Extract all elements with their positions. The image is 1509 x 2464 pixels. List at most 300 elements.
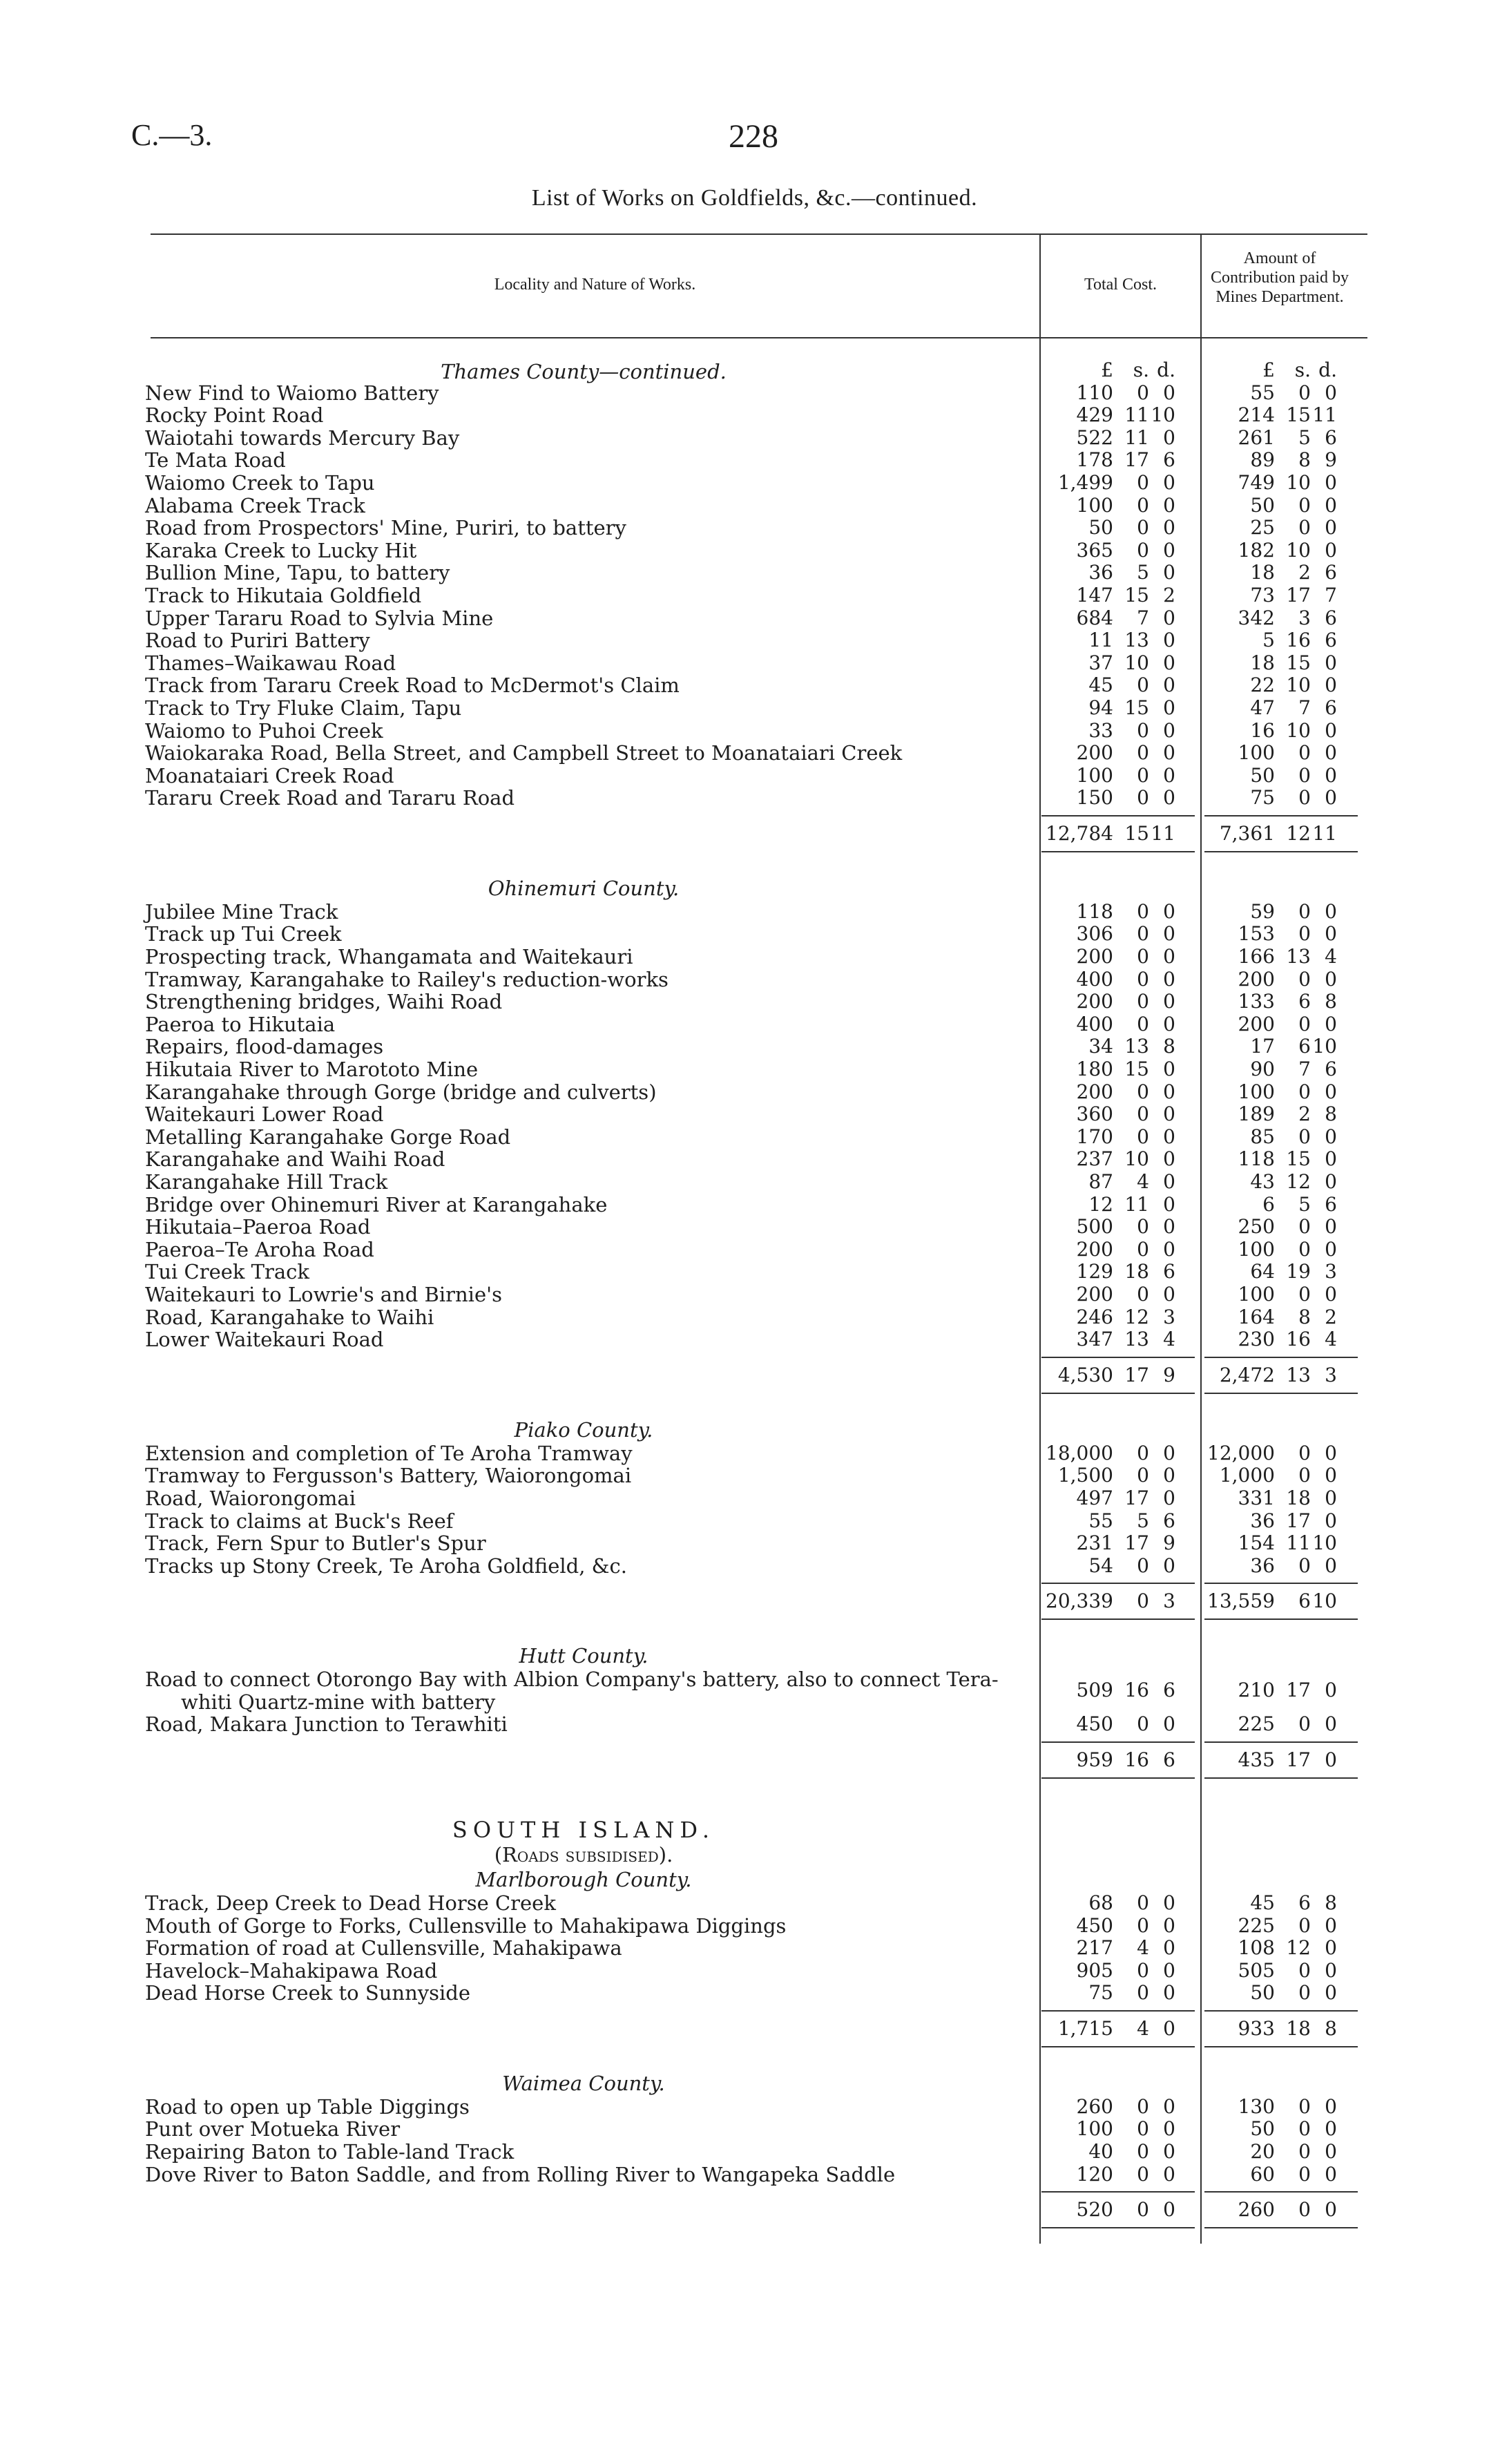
total-cost-shillings: 0 bbox=[1137, 1215, 1149, 1239]
contribution-pence: 0 bbox=[1325, 1509, 1337, 1532]
contribution-pounds: 20 bbox=[1250, 2140, 1275, 2164]
total-cost-shillings: 7 bbox=[1137, 606, 1149, 629]
contribution-shillings: 12 bbox=[1286, 1170, 1311, 1193]
total-cost-pence: 0 bbox=[1163, 629, 1175, 652]
total-cost-pounds: 87 bbox=[1088, 1170, 1113, 1193]
total-cost-pence: 3 bbox=[1163, 1305, 1175, 1328]
contribution bbox=[1202, 968, 1337, 991]
contribution-pence: 0 bbox=[1325, 1464, 1337, 1487]
contribution-shillings: 0 bbox=[1298, 2117, 1311, 2141]
table-row bbox=[145, 1103, 1367, 1126]
contribution-shillings: 0 bbox=[1298, 1441, 1311, 1464]
contribution-shillings: 0 bbox=[1298, 1712, 1311, 1736]
contribution bbox=[1202, 584, 1337, 607]
contribution-shillings: 0 bbox=[1298, 1554, 1311, 1577]
contribution-shillings: 0 bbox=[1298, 1464, 1311, 1487]
total-cost-pence: 0 bbox=[1163, 674, 1175, 697]
total-cost bbox=[1040, 584, 1175, 607]
contribution-pence: 0 bbox=[1325, 674, 1337, 697]
contribution-pounds: 100 bbox=[1238, 741, 1275, 765]
contribution-shillings: 0 bbox=[1298, 1981, 1311, 2005]
contribution bbox=[1202, 562, 1337, 584]
contribution-shillings: 10 bbox=[1286, 718, 1311, 742]
contribution-pounds: 214 bbox=[1238, 403, 1275, 427]
total-cost-shillings: 15 bbox=[1124, 696, 1149, 719]
section-total-cost-pounds: 20,339 bbox=[1046, 1589, 1113, 1613]
contribution-pounds: 64 bbox=[1250, 1260, 1275, 1283]
contribution bbox=[1202, 1035, 1337, 1058]
work-description: Waitekauri to Lowrie's and Birnie's bbox=[145, 1282, 502, 1306]
work-description: Tramway, Karangahake to Railey's reduction-works bbox=[145, 967, 669, 991]
section-total-contribution bbox=[1202, 822, 1337, 845]
spacer bbox=[145, 2237, 1367, 2252]
contribution bbox=[1202, 652, 1337, 675]
section-total-contribution-pence: 0 bbox=[1325, 1748, 1337, 1771]
table-row bbox=[145, 1081, 1367, 1104]
table-row bbox=[145, 1532, 1367, 1555]
total-cost-shillings: 10 bbox=[1124, 651, 1149, 674]
contribution-pence: 0 bbox=[1325, 1215, 1337, 1239]
total-cost-pounds: 100 bbox=[1076, 2117, 1113, 2141]
total-cost bbox=[1040, 1058, 1175, 1081]
contribution-shillings: 0 bbox=[1298, 2094, 1311, 2118]
total-cost bbox=[1040, 742, 1175, 765]
contribution-shillings: 6 bbox=[1298, 1891, 1311, 1914]
contribution-pence: 0 bbox=[1325, 1486, 1337, 1509]
total-cost-shillings: 0 bbox=[1137, 538, 1149, 562]
contribution-shillings: 3 bbox=[1298, 606, 1311, 629]
total-cost-pence: 0 bbox=[1163, 1192, 1175, 1216]
work-description: Moanataiari Creek Road bbox=[145, 763, 394, 787]
total-cost-pence: 10 bbox=[1151, 403, 1175, 427]
work-description: Road from Prospectors' Mine, Puriri, to battery bbox=[145, 516, 626, 540]
county-heading: Waimea County. bbox=[502, 2071, 665, 2095]
contribution-pounds: 50 bbox=[1250, 493, 1275, 517]
work-description: Dead Horse Creek to Sunnyside bbox=[145, 1981, 471, 2005]
table-row bbox=[145, 427, 1367, 450]
section-total-cost bbox=[1040, 2198, 1175, 2221]
table-row bbox=[145, 1171, 1367, 1194]
work-description: Track up Tui Creek bbox=[145, 922, 342, 946]
work-description: Upper Tararu Road to Sylvia Mine bbox=[145, 606, 494, 630]
work-description: Mouth of Gorge to Forks, Cullensville to Mahakipawa Diggings bbox=[145, 1913, 787, 1938]
total-cost bbox=[1040, 1960, 1175, 1983]
contribution-pence: 6 bbox=[1325, 561, 1337, 584]
work-description: Formation of road at Cullensville, Mahakipawa bbox=[145, 1936, 622, 1960]
contribution-pounds: 73 bbox=[1250, 583, 1275, 607]
section-total-cost-shillings: 0 bbox=[1137, 1589, 1149, 1613]
contribution bbox=[1202, 1892, 1337, 1915]
contribution-pence: 0 bbox=[1325, 967, 1337, 991]
sum-top-rule-contrib bbox=[1204, 1583, 1358, 1584]
contribution-pence: 9 bbox=[1325, 448, 1337, 472]
section-total-cost bbox=[1040, 1748, 1175, 1771]
total-cost-pence: 0 bbox=[1163, 1958, 1175, 1982]
section-total-row bbox=[145, 1577, 1367, 1628]
total-cost bbox=[1040, 1216, 1175, 1239]
contribution-pounds: 18 bbox=[1250, 561, 1275, 584]
total-cost-pounds: 400 bbox=[1076, 1012, 1113, 1035]
contribution-pence: 0 bbox=[1325, 763, 1337, 787]
section-total-contribution-pounds: 2,472 bbox=[1219, 1363, 1275, 1386]
spacer bbox=[145, 1402, 1367, 1417]
report-reference: C.—3. bbox=[131, 118, 213, 152]
section-total-contribution-pence: 3 bbox=[1325, 1363, 1337, 1386]
total-cost-pence: 0 bbox=[1163, 1058, 1175, 1081]
total-cost-shillings: 0 bbox=[1137, 470, 1149, 494]
contribution-pence: 6 bbox=[1325, 629, 1337, 652]
total-cost-shillings: 0 bbox=[1137, 2094, 1149, 2118]
contribution-pence: 10 bbox=[1312, 1035, 1337, 1058]
table-row bbox=[145, 1261, 1367, 1283]
section-total-contribution-pence: 10 bbox=[1312, 1589, 1337, 1613]
total-cost-pounds: 1,499 bbox=[1057, 470, 1113, 494]
total-cost-pence: 0 bbox=[1163, 561, 1175, 584]
total-cost bbox=[1040, 1487, 1175, 1510]
contribution-pence: 6 bbox=[1325, 426, 1337, 449]
work-description: Track from Tararu Creek Road to McDermot's Claim bbox=[145, 674, 680, 698]
contribution bbox=[1202, 1216, 1337, 1239]
table-row bbox=[145, 787, 1367, 810]
total-cost-pounds: 55 bbox=[1088, 1509, 1113, 1532]
contribution-shillings: 8 bbox=[1298, 1305, 1311, 1328]
work-description: Rocky Point Road bbox=[145, 403, 324, 428]
total-cost-pence: 0 bbox=[1163, 1464, 1175, 1487]
work-description: Road to connect Otorongo Bay with Albion Company's battery, also to connect Tera- whiti Quartz-mine with battery bbox=[145, 1668, 999, 1714]
sum-bottom-rule-total bbox=[1041, 2046, 1195, 2047]
total-cost-pounds: 120 bbox=[1076, 2162, 1113, 2186]
contribution bbox=[1202, 607, 1337, 630]
total-cost bbox=[1040, 629, 1175, 652]
contribution bbox=[1202, 2118, 1337, 2141]
total-cost-pounds: 178 bbox=[1076, 448, 1113, 472]
work-description: Karangahake Hill Track bbox=[145, 1170, 388, 1194]
total-cost-pounds: 100 bbox=[1076, 493, 1113, 517]
total-cost-shillings: 0 bbox=[1137, 493, 1149, 517]
total-cost bbox=[1040, 1103, 1175, 1126]
total-cost-shillings: 0 bbox=[1137, 967, 1149, 991]
contribution bbox=[1202, 2164, 1337, 2186]
sum-top-rule-total bbox=[1041, 2010, 1195, 2012]
table-row bbox=[145, 1713, 1367, 1736]
column-header-contribution: Amount of Contribution paid by Mines Department. bbox=[1211, 249, 1349, 306]
total-cost bbox=[1040, 1555, 1175, 1578]
work-description: Jubilee Mine Track bbox=[145, 899, 338, 924]
contribution-pence: 0 bbox=[1325, 1913, 1337, 1937]
total-cost-pounds: 360 bbox=[1076, 1102, 1113, 1126]
total-cost-shillings: 0 bbox=[1137, 718, 1149, 742]
total-cost-shillings: 0 bbox=[1137, 945, 1149, 968]
page-number: 228 bbox=[729, 118, 778, 155]
total-cost bbox=[1040, 427, 1175, 450]
contribution-pence: 8 bbox=[1325, 1102, 1337, 1126]
contribution-pounds: 182 bbox=[1238, 538, 1275, 562]
total-cost bbox=[1040, 517, 1175, 539]
contribution-pence: 0 bbox=[1325, 2140, 1337, 2164]
total-cost-pence: 0 bbox=[1163, 1913, 1175, 1937]
total-cost-shillings: 0 bbox=[1137, 2117, 1149, 2141]
contribution-shillings: 2 bbox=[1298, 561, 1311, 584]
contribution-pounds: 55 bbox=[1250, 381, 1275, 404]
contribution-shillings: 16 bbox=[1286, 629, 1311, 652]
spacer bbox=[145, 1787, 1367, 1802]
total-cost-pounds: 246 bbox=[1076, 1305, 1113, 1328]
total-cost bbox=[1040, 1013, 1175, 1036]
contribution-shillings: 2 bbox=[1298, 1102, 1311, 1126]
table-row bbox=[145, 923, 1367, 946]
table-row bbox=[145, 1464, 1367, 1487]
table-row bbox=[145, 539, 1367, 562]
table-row bbox=[145, 629, 1367, 652]
island-heading: SOUTH ISLAND. bbox=[452, 1816, 715, 1843]
total-cost-pounds: 200 bbox=[1076, 741, 1113, 765]
total-cost-shillings: 5 bbox=[1137, 1509, 1149, 1532]
total-cost-pence: 0 bbox=[1163, 1080, 1175, 1103]
total-cost-shillings: 0 bbox=[1137, 1464, 1149, 1487]
contribution-shillings: 15 bbox=[1286, 651, 1311, 674]
contribution bbox=[1202, 923, 1337, 946]
total-cost-shillings: 0 bbox=[1137, 1891, 1149, 1914]
total-cost-shillings: 13 bbox=[1124, 1328, 1149, 1351]
contribution-shillings: 0 bbox=[1298, 1958, 1311, 1982]
contribution-pounds: 225 bbox=[1238, 1712, 1275, 1736]
contribution-shillings: 8 bbox=[1298, 448, 1311, 472]
table-row bbox=[145, 1487, 1367, 1510]
work-description: Waitekauri Lower Road bbox=[145, 1102, 384, 1127]
table-row bbox=[145, 1035, 1367, 1058]
table-row bbox=[145, 1328, 1367, 1351]
total-cost-pence: 0 bbox=[1163, 651, 1175, 674]
table-row bbox=[145, 1216, 1367, 1239]
column-header-locality: Locality and Nature of Works. bbox=[494, 276, 696, 294]
table-row bbox=[145, 2164, 1367, 2186]
total-cost-pounds: 170 bbox=[1076, 1125, 1113, 1148]
contribution-pounds: 130 bbox=[1238, 2094, 1275, 2118]
section-total-cost-shillings: 0 bbox=[1137, 2198, 1149, 2222]
contribution-pence: 4 bbox=[1325, 1328, 1337, 1351]
contribution-pence: 0 bbox=[1325, 922, 1337, 946]
work-description: Road to Puriri Battery bbox=[145, 629, 370, 653]
contribution-pence: 0 bbox=[1325, 1237, 1337, 1261]
work-description: Karaka Creek to Lucky Hit bbox=[145, 538, 417, 562]
total-cost-pounds: 50 bbox=[1088, 516, 1113, 539]
total-cost bbox=[1040, 1194, 1175, 1216]
section-total-cost-shillings: 16 bbox=[1124, 1748, 1149, 1771]
county-heading: Hutt County. bbox=[519, 1644, 648, 1668]
total-cost bbox=[1040, 946, 1175, 968]
section-total-contribution bbox=[1202, 2017, 1337, 2040]
total-cost bbox=[1040, 2141, 1175, 2164]
total-cost-pounds: 306 bbox=[1076, 922, 1113, 946]
total-cost bbox=[1040, 472, 1175, 495]
sum-bottom-rule-contrib bbox=[1204, 2227, 1358, 2228]
contribution-pounds: 230 bbox=[1238, 1328, 1275, 1351]
total-cost-pounds: 75 bbox=[1088, 1981, 1113, 2005]
total-cost-pounds: 522 bbox=[1076, 426, 1113, 449]
contribution bbox=[1202, 495, 1337, 517]
work-description: Track, Fern Spur to Butler's Spur bbox=[145, 1531, 486, 1556]
total-cost bbox=[1040, 901, 1175, 924]
total-units-pence: d. bbox=[1157, 359, 1175, 381]
total-cost-pence: 0 bbox=[1163, 1441, 1175, 1464]
sum-bottom-rule-contrib bbox=[1204, 851, 1358, 852]
contribution-pounds: 1,000 bbox=[1219, 1464, 1275, 1487]
table-row bbox=[145, 1892, 1367, 1915]
contribution-pounds: 153 bbox=[1238, 922, 1275, 946]
contribution bbox=[1202, 1261, 1337, 1283]
contribution-pounds: 118 bbox=[1238, 1147, 1275, 1171]
total-cost-pence: 6 bbox=[1163, 1260, 1175, 1283]
spacer bbox=[145, 861, 1367, 876]
work-description: Waiotahi towards Mercury Bay bbox=[145, 426, 460, 450]
total-cost-pounds: 231 bbox=[1076, 1531, 1113, 1555]
section-total-contribution-pounds: 933 bbox=[1238, 2016, 1275, 2040]
total-cost-pence: 0 bbox=[1163, 1215, 1175, 1239]
total-cost-pence: 0 bbox=[1163, 1237, 1175, 1261]
total-cost-shillings: 15 bbox=[1124, 1058, 1149, 1081]
total-cost-pounds: 45 bbox=[1088, 674, 1113, 697]
total-cost bbox=[1040, 1126, 1175, 1149]
table-top-rule bbox=[151, 233, 1367, 235]
total-cost-pence: 0 bbox=[1163, 696, 1175, 719]
total-cost-shillings: 11 bbox=[1124, 1192, 1149, 1216]
column-header-total: Total Cost. bbox=[1084, 276, 1157, 294]
total-cost-pounds: 118 bbox=[1076, 899, 1113, 923]
contribution-pounds: 50 bbox=[1250, 763, 1275, 787]
contribution-pounds: 36 bbox=[1250, 1554, 1275, 1577]
total-cost-pounds: 450 bbox=[1076, 1913, 1113, 1937]
total-cost-pounds: 217 bbox=[1076, 1936, 1113, 1960]
contribution-shillings: 0 bbox=[1298, 1012, 1311, 1035]
sum-top-rule-contrib bbox=[1204, 1357, 1358, 1358]
contribution-pounds: 60 bbox=[1250, 2162, 1275, 2186]
contribution-pence: 0 bbox=[1325, 1441, 1337, 1464]
table-row bbox=[145, 901, 1367, 924]
total-cost-shillings: 0 bbox=[1137, 1554, 1149, 1577]
section-total-cost bbox=[1040, 1364, 1175, 1386]
contribution bbox=[1202, 1915, 1337, 1938]
section-total-cost-pence: 9 bbox=[1163, 1363, 1175, 1386]
section-total-contribution bbox=[1202, 1589, 1337, 1612]
contribution-shillings: 17 bbox=[1286, 583, 1311, 607]
contribution bbox=[1202, 1464, 1337, 1487]
contribution-shillings: 0 bbox=[1298, 1125, 1311, 1148]
contribution-pounds: 133 bbox=[1238, 990, 1275, 1013]
work-description: Bridge over Ohinemuri River at Karangahake bbox=[145, 1192, 608, 1216]
section-total-row bbox=[145, 1736, 1367, 1787]
contribution-shillings: 0 bbox=[1298, 1913, 1311, 1937]
section-total-cost-pounds: 959 bbox=[1076, 1748, 1113, 1771]
contribution-pence: 8 bbox=[1325, 990, 1337, 1013]
total-cost bbox=[1040, 991, 1175, 1013]
total-cost-pounds: 260 bbox=[1076, 2094, 1113, 2118]
total-cost-shillings: 0 bbox=[1137, 1125, 1149, 1148]
contribution bbox=[1202, 901, 1337, 924]
header-bottom-rule bbox=[151, 337, 1367, 338]
table-row bbox=[145, 1126, 1367, 1149]
contribution-pence: 0 bbox=[1325, 1958, 1337, 1982]
total-cost-pounds: 450 bbox=[1076, 1712, 1113, 1736]
contribution bbox=[1202, 1126, 1337, 1149]
contribution-pounds: 100 bbox=[1238, 1237, 1275, 1261]
contribution bbox=[1202, 991, 1337, 1013]
total-cost bbox=[1040, 674, 1175, 697]
work-description: Tramway to Fergusson's Battery, Waiorongomai bbox=[145, 1464, 632, 1488]
contribution-shillings: 13 bbox=[1286, 945, 1311, 968]
total-cost-pounds: 347 bbox=[1076, 1328, 1113, 1351]
work-description: Karangahake and Waihi Road bbox=[145, 1147, 445, 1172]
table-row bbox=[145, 404, 1367, 427]
table-row bbox=[145, 1442, 1367, 1465]
contribution-pounds: 166 bbox=[1238, 945, 1275, 968]
work-description: Road, Karangahake to Waihi bbox=[145, 1305, 434, 1329]
works-table-body bbox=[145, 359, 1367, 2252]
sum-top-rule-total bbox=[1041, 1357, 1195, 1358]
sum-top-rule-total bbox=[1041, 2191, 1195, 2193]
spacer bbox=[145, 1802, 1367, 1817]
contribution bbox=[1202, 1937, 1337, 1960]
total-cost bbox=[1040, 968, 1175, 991]
contribution-pounds: 16 bbox=[1250, 718, 1275, 742]
contribution-pence: 0 bbox=[1325, 493, 1337, 517]
contribution-pounds: 189 bbox=[1238, 1102, 1275, 1126]
total-cost-pence: 0 bbox=[1163, 922, 1175, 946]
sum-top-rule-total bbox=[1041, 1741, 1195, 1743]
table-row bbox=[145, 1058, 1367, 1081]
table-row bbox=[145, 382, 1367, 405]
total-cost-pence: 0 bbox=[1163, 1712, 1175, 1736]
section-total-contribution bbox=[1202, 1364, 1337, 1386]
total-cost bbox=[1040, 382, 1175, 405]
contribution-shillings: 17 bbox=[1286, 1679, 1311, 1702]
work-description: Tracks up Stony Creek, Te Aroha Goldfield, &c. bbox=[145, 1554, 627, 1578]
total-cost-pence: 0 bbox=[1163, 1012, 1175, 1035]
section-total-row bbox=[145, 2186, 1367, 2237]
section-total-row bbox=[145, 2005, 1367, 2056]
total-cost bbox=[1040, 1982, 1175, 2005]
total-cost-shillings: 12 bbox=[1124, 1305, 1149, 1328]
table-row bbox=[145, 1960, 1367, 1983]
total-cost-shillings: 0 bbox=[1137, 1102, 1149, 1126]
total-cost bbox=[1040, 1510, 1175, 1533]
total-cost-shillings: 0 bbox=[1137, 1913, 1149, 1937]
table-row bbox=[145, 2141, 1367, 2164]
contribution-pence: 0 bbox=[1325, 1125, 1337, 1148]
total-cost-shillings: 0 bbox=[1137, 1712, 1149, 1736]
total-cost-pounds: 200 bbox=[1076, 1282, 1113, 1306]
total-cost-pence: 0 bbox=[1163, 1147, 1175, 1171]
contribution bbox=[1202, 787, 1337, 810]
total-cost-pounds: 40 bbox=[1088, 2140, 1113, 2164]
total-cost-pence: 0 bbox=[1163, 990, 1175, 1013]
total-cost-pence: 0 bbox=[1163, 493, 1175, 517]
contribution bbox=[1202, 1058, 1337, 1081]
section-total-cost-shillings: 17 bbox=[1124, 1363, 1149, 1386]
work-description: Paeroa to Hikutaia bbox=[145, 1012, 336, 1036]
table-row bbox=[145, 607, 1367, 630]
contribution-pounds: 250 bbox=[1238, 1215, 1275, 1239]
total-cost-pence: 0 bbox=[1163, 426, 1175, 449]
total-cost-shillings: 0 bbox=[1137, 2162, 1149, 2186]
table-row bbox=[145, 449, 1367, 472]
contribution-pounds: 5 bbox=[1262, 629, 1275, 652]
contribution bbox=[1202, 2141, 1337, 2164]
total-cost-pence: 6 bbox=[1163, 1679, 1175, 1702]
total-cost bbox=[1040, 1464, 1175, 1487]
contribution-pence: 4 bbox=[1325, 945, 1337, 968]
contribution-pounds: 108 bbox=[1238, 1936, 1275, 1960]
contribution bbox=[1202, 449, 1337, 472]
